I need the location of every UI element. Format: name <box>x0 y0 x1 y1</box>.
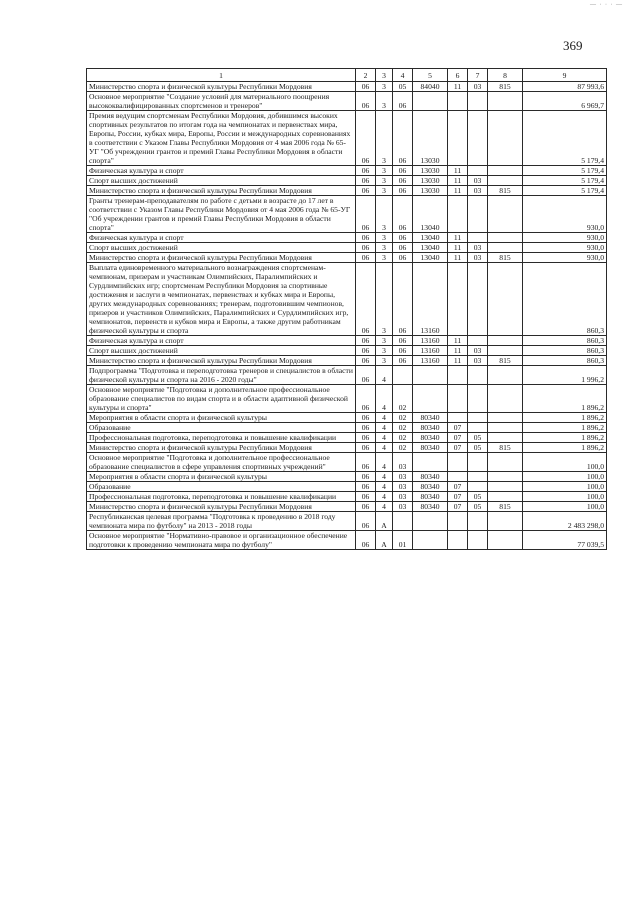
row-name-cell: Спорт высших достижений <box>87 176 356 186</box>
cell-col5: 13160 <box>413 346 448 356</box>
cell-col8: 815 <box>488 82 523 92</box>
cell-col4: 06 <box>393 92 413 111</box>
cell-col6: 11 <box>448 166 468 176</box>
cell-col3: 3 <box>376 243 393 253</box>
table-row <box>87 443 607 453</box>
cell-col6: 07 <box>448 433 468 443</box>
cell-col4: 02 <box>393 385 413 413</box>
cell-col8 <box>488 243 523 253</box>
cell-col6 <box>448 196 468 233</box>
cell-col4: 02 <box>393 413 413 423</box>
cell-col2: 06 <box>356 385 376 413</box>
cell-col3: 3 <box>376 346 393 356</box>
cell-col3: 3 <box>376 356 393 366</box>
cell-col6 <box>448 366 468 385</box>
table-row <box>87 92 607 111</box>
cell-col6 <box>448 512 468 531</box>
cell-col2: 06 <box>356 492 376 502</box>
cell-col8: 815 <box>488 356 523 366</box>
amount-cell: 930,0 <box>523 253 607 263</box>
cell-col6 <box>448 413 468 423</box>
cell-col3: 3 <box>376 176 393 186</box>
cell-col4: 06 <box>393 186 413 196</box>
row-name-cell: Физическая культура и спорт <box>87 336 356 346</box>
cell-col2: 06 <box>356 196 376 233</box>
cell-col4: 06 <box>393 336 413 346</box>
cell-col5: 13040 <box>413 233 448 243</box>
cell-col4: 03 <box>393 492 413 502</box>
cell-col3: 4 <box>376 472 393 482</box>
table-row <box>87 502 607 512</box>
cell-col6: 07 <box>448 492 468 502</box>
amount-cell: 1 896,2 <box>523 413 607 423</box>
cell-col5: 13040 <box>413 253 448 263</box>
cell-col7 <box>468 385 488 413</box>
cell-col8 <box>488 433 523 443</box>
column-header: 2 <box>356 69 376 82</box>
cell-col7: 05 <box>468 492 488 502</box>
table-row <box>87 111 607 166</box>
cell-col2: 06 <box>356 243 376 253</box>
cell-col4: 06 <box>393 176 413 186</box>
table-row <box>87 366 607 385</box>
cell-col8 <box>488 531 523 550</box>
cell-col3: 3 <box>376 336 393 346</box>
cell-col2: 06 <box>356 413 376 423</box>
cell-col5: 13030 <box>413 186 448 196</box>
cell-col5 <box>413 385 448 413</box>
cell-col7 <box>468 166 488 176</box>
row-name-cell: Основное мероприятие "Нормативно-правовое и организационное обеспечение подготовки к проведению чемпионата мира по футболу" <box>87 531 356 550</box>
cell-col4: 02 <box>393 443 413 453</box>
amount-cell: 87 993,6 <box>523 82 607 92</box>
column-header: 4 <box>393 69 413 82</box>
cell-col4: 01 <box>393 531 413 550</box>
row-name-cell: Республиканская целевая программа "Подготовка к проведению в 2018 году чемпионата мира по футболу" на 2013 - 2018 годы <box>87 512 356 531</box>
cell-col3: А <box>376 512 393 531</box>
cell-col8: 815 <box>488 253 523 263</box>
cell-col4: 06 <box>393 233 413 243</box>
row-name-cell: Министерство спорта и физической культуры Республики Мордовия <box>87 82 356 92</box>
cell-col5: 80340 <box>413 423 448 433</box>
cell-col8 <box>488 453 523 472</box>
amount-cell: 100,0 <box>523 472 607 482</box>
row-name-cell: Выплата единовременного материального вознаграждения спортсменам-чемпионам, призерам и участникам Олимпийских, Паралимпийских и Сурдлимпийских игр; спортсменам Республики Мордовия за спортивные достижения и заслуги в чемпионатах, первенствах и кубках мира и Европы, других международных соревнованиях; тренерам, подготовившим чемпионов, призеров и участников Олимпийских, Паралимпийских и Сурдлимпийских игр, чемпионатов, первенств и кубков мира и Европы, а также другим работникам физической культуры и спорта <box>87 263 356 336</box>
cell-col7 <box>468 472 488 482</box>
table-row <box>87 263 607 336</box>
amount-cell: 930,0 <box>523 233 607 243</box>
table-row <box>87 413 607 423</box>
cell-col8 <box>488 166 523 176</box>
table-row <box>87 356 607 366</box>
cell-col8 <box>488 346 523 356</box>
cell-col4: 02 <box>393 423 413 433</box>
cell-col2: 06 <box>356 366 376 385</box>
amount-cell: 5 179,4 <box>523 166 607 176</box>
table-row <box>87 243 607 253</box>
cell-col5: 80340 <box>413 433 448 443</box>
row-name-cell: Основное мероприятие "Подготовка и дополнительное профессиональное образование специалистов в сфере управления спортивных учреждений" <box>87 453 356 472</box>
cell-col8 <box>488 263 523 336</box>
cell-col5 <box>413 453 448 472</box>
cell-col3: 3 <box>376 196 393 233</box>
cell-col8 <box>488 176 523 186</box>
cell-col8 <box>488 512 523 531</box>
cell-col7 <box>468 196 488 233</box>
amount-cell: 1 896,2 <box>523 433 607 443</box>
cell-col3: 3 <box>376 82 393 92</box>
table-row <box>87 453 607 472</box>
amount-cell: 860,3 <box>523 336 607 346</box>
column-header: 8 <box>488 69 523 82</box>
cell-col7: 03 <box>468 176 488 186</box>
cell-col7 <box>468 413 488 423</box>
cell-col5: 80340 <box>413 472 448 482</box>
row-name-cell: Образование <box>87 482 356 492</box>
cell-col4: 06 <box>393 253 413 263</box>
cell-col6: 11 <box>448 186 468 196</box>
cell-col2: 06 <box>356 531 376 550</box>
cell-col6: 11 <box>448 336 468 346</box>
amount-cell: 1 896,2 <box>523 443 607 453</box>
cell-col4 <box>393 366 413 385</box>
row-name-cell: Профессиональная подготовка, переподготовка и повышение квалификации <box>87 492 356 502</box>
cell-col6: 07 <box>448 443 468 453</box>
cell-col5: 80340 <box>413 492 448 502</box>
cell-col5: 13160 <box>413 356 448 366</box>
row-name-cell: Министерство спорта и физической культуры Республики Мордовия <box>87 356 356 366</box>
cell-col5: 13030 <box>413 111 448 166</box>
column-header: 9 <box>523 69 607 82</box>
cell-col7 <box>468 482 488 492</box>
cell-col3: 3 <box>376 166 393 176</box>
cell-col3: 4 <box>376 482 393 492</box>
amount-cell: 100,0 <box>523 502 607 512</box>
cell-col7 <box>468 366 488 385</box>
cell-col4: 06 <box>393 263 413 336</box>
amount-cell: 5 179,4 <box>523 186 607 196</box>
cell-col7 <box>468 423 488 433</box>
cell-col7: 03 <box>468 243 488 253</box>
cell-col4: 06 <box>393 166 413 176</box>
table-row <box>87 472 607 482</box>
row-name-cell: Основное мероприятие "Создание условий для материального поощрения высококвалифицированных спортсменов и тренеров" <box>87 92 356 111</box>
cell-col2: 06 <box>356 443 376 453</box>
column-header: 5 <box>413 69 448 82</box>
table-row <box>87 423 607 433</box>
cell-col6 <box>448 385 468 413</box>
row-name-cell: Подпрограмма "Подготовка и переподготовка тренеров и специалистов в области физической культуры и спорта на 2016 - 2020 годы" <box>87 366 356 385</box>
cell-col7: 05 <box>468 443 488 453</box>
cell-col7 <box>468 111 488 166</box>
row-name-cell: Профессиональная подготовка, переподготовка и повышение квалификации <box>87 433 356 443</box>
cell-col4: 06 <box>393 346 413 356</box>
row-name-cell: Спорт высших достижений <box>87 243 356 253</box>
cell-col8 <box>488 385 523 413</box>
table-row <box>87 196 607 233</box>
table-row <box>87 385 607 413</box>
cell-col3: 4 <box>376 366 393 385</box>
table-row <box>87 531 607 550</box>
cell-col8 <box>488 423 523 433</box>
cell-col8 <box>488 233 523 243</box>
table-row <box>87 233 607 243</box>
cell-col8: 815 <box>488 443 523 453</box>
cell-col5: 80340 <box>413 482 448 492</box>
amount-cell: 5 179,4 <box>523 111 607 166</box>
cell-col2: 06 <box>356 433 376 443</box>
cell-col6 <box>448 111 468 166</box>
cell-col4: 06 <box>393 243 413 253</box>
cell-col7: 05 <box>468 502 488 512</box>
cell-col8: 815 <box>488 502 523 512</box>
cell-col3: 3 <box>376 253 393 263</box>
cell-col6 <box>448 263 468 336</box>
column-header: 6 <box>448 69 468 82</box>
cell-col4: 06 <box>393 111 413 166</box>
cell-col7 <box>468 531 488 550</box>
cell-col7 <box>468 512 488 531</box>
table-row <box>87 482 607 492</box>
cell-col6 <box>448 453 468 472</box>
cell-col7 <box>468 92 488 111</box>
table-body <box>87 82 607 550</box>
cell-col5: 80340 <box>413 413 448 423</box>
table-row <box>87 176 607 186</box>
column-header: 7 <box>468 69 488 82</box>
cell-col2: 06 <box>356 502 376 512</box>
cell-col8: 815 <box>488 186 523 196</box>
cell-col2: 06 <box>356 336 376 346</box>
amount-cell: 100,0 <box>523 482 607 492</box>
cell-col2: 06 <box>356 512 376 531</box>
cell-col2: 06 <box>356 346 376 356</box>
cell-col4: 03 <box>393 482 413 492</box>
cell-col7 <box>468 263 488 336</box>
cell-col4: 03 <box>393 472 413 482</box>
cell-col6: 11 <box>448 346 468 356</box>
cell-col5: 13030 <box>413 166 448 176</box>
cell-col6: 07 <box>448 502 468 512</box>
cell-col5: 80340 <box>413 443 448 453</box>
cell-col4: 03 <box>393 453 413 472</box>
table-row <box>87 336 607 346</box>
cell-col7: 05 <box>468 433 488 443</box>
row-name-cell: Министерство спорта и физической культуры Республики Мордовия <box>87 186 356 196</box>
row-name-cell: Министерство спорта и физической культуры Республики Мордовия <box>87 253 356 263</box>
amount-cell: 930,0 <box>523 196 607 233</box>
table-row <box>87 253 607 263</box>
cell-col3: 4 <box>376 492 393 502</box>
cell-col5: 13160 <box>413 263 448 336</box>
cell-col2: 06 <box>356 482 376 492</box>
cell-col6: 11 <box>448 233 468 243</box>
cell-col7 <box>468 336 488 346</box>
cell-col6: 11 <box>448 176 468 186</box>
cell-col8 <box>488 336 523 346</box>
amount-cell: 860,3 <box>523 356 607 366</box>
table-row <box>87 433 607 443</box>
table-row <box>87 186 607 196</box>
cell-col3: 3 <box>376 263 393 336</box>
table-row <box>87 346 607 356</box>
row-name-cell: Мероприятия в области спорта и физической культуры <box>87 472 356 482</box>
row-name-cell: Гранты тренерам-преподавателям по работе с детьми в возрасте до 17 лет в соответствии с Указом Главы Республики Мордовия от 4 мая 2006 года № 65-УГ "Об учреждении грантов и премий Главы Республики Мордовия в области спорта" <box>87 196 356 233</box>
cell-col7: 03 <box>468 253 488 263</box>
cell-col5 <box>413 512 448 531</box>
cell-col3: 4 <box>376 385 393 413</box>
cell-col3: А <box>376 531 393 550</box>
cell-col5 <box>413 92 448 111</box>
cell-col6: 07 <box>448 482 468 492</box>
cell-col7: 03 <box>468 82 488 92</box>
cell-col8 <box>488 92 523 111</box>
cell-col8 <box>488 196 523 233</box>
cell-col8 <box>488 366 523 385</box>
cell-col8 <box>488 472 523 482</box>
cell-col7: 03 <box>468 356 488 366</box>
row-name-cell: Основное мероприятие "Подготовка и дополнительное профессиональное образование специалистов по видам спорта и в области адаптивной физической культуры и спорта" <box>87 385 356 413</box>
cell-col3: 4 <box>376 502 393 512</box>
column-header: 1 <box>87 69 356 82</box>
cell-col6: 11 <box>448 356 468 366</box>
cell-col2: 06 <box>356 253 376 263</box>
amount-cell: 2 483 298,0 <box>523 512 607 531</box>
cell-col3: 4 <box>376 443 393 453</box>
cell-col7 <box>468 233 488 243</box>
amount-cell: 5 179,4 <box>523 176 607 186</box>
cell-col3: 4 <box>376 433 393 443</box>
row-name-cell: Премия ведущим спортсменам Республики Мордовия, добившимся высоких спортивных результатов по итогам года на чемпионатах и первенствах мира, Европы, России, кубках мира, Европы, России и международных соревнованиях в соответствии с Указом Главы Республики Мордовия от 4 мая 2006 года № 65-УГ "Об учреждении грантов и премий Главы Республики Мордовия в области спорта" <box>87 111 356 166</box>
corner-mark: — · · · — <box>590 2 623 8</box>
cell-col8 <box>488 111 523 166</box>
cell-col8 <box>488 492 523 502</box>
row-name-cell: Физическая культура и спорт <box>87 166 356 176</box>
row-name-cell: Министерство спорта и физической культуры Республики Мордовия <box>87 443 356 453</box>
cell-col3: 3 <box>376 233 393 243</box>
cell-col2: 06 <box>356 472 376 482</box>
cell-col2: 06 <box>356 186 376 196</box>
budget-table <box>86 68 607 550</box>
cell-col6: 07 <box>448 423 468 433</box>
cell-col3: 4 <box>376 413 393 423</box>
cell-col6 <box>448 531 468 550</box>
cell-col5: 13160 <box>413 336 448 346</box>
cell-col4 <box>393 512 413 531</box>
cell-col5: 13040 <box>413 243 448 253</box>
cell-col2: 06 <box>356 82 376 92</box>
cell-col2: 06 <box>356 423 376 433</box>
cell-col5: 13040 <box>413 196 448 233</box>
header-row <box>87 69 607 82</box>
amount-cell: 6 969,7 <box>523 92 607 111</box>
cell-col4: 06 <box>393 196 413 233</box>
amount-cell: 100,0 <box>523 492 607 502</box>
row-name-cell: Министерство спорта и физической культуры Республики Мордовия <box>87 502 356 512</box>
amount-cell: 100,0 <box>523 453 607 472</box>
amount-cell: 860,3 <box>523 346 607 356</box>
cell-col6: 11 <box>448 253 468 263</box>
row-name-cell: Образование <box>87 423 356 433</box>
cell-col2: 06 <box>356 233 376 243</box>
column-header: 3 <box>376 69 393 82</box>
amount-cell: 1 996,2 <box>523 366 607 385</box>
cell-col2: 06 <box>356 176 376 186</box>
table-row <box>87 492 607 502</box>
cell-col8 <box>488 482 523 492</box>
cell-col6 <box>448 472 468 482</box>
cell-col5: 84040 <box>413 82 448 92</box>
cell-col2: 06 <box>356 453 376 472</box>
cell-col4: 03 <box>393 502 413 512</box>
cell-col5: 13030 <box>413 176 448 186</box>
cell-col2: 06 <box>356 111 376 166</box>
row-name-cell: Физическая культура и спорт <box>87 233 356 243</box>
amount-cell: 77 039,5 <box>523 531 607 550</box>
cell-col2: 06 <box>356 263 376 336</box>
cell-col5 <box>413 531 448 550</box>
cell-col2: 06 <box>356 356 376 366</box>
cell-col3: 4 <box>376 423 393 433</box>
cell-col3: 4 <box>376 453 393 472</box>
cell-col5 <box>413 366 448 385</box>
table-row <box>87 82 607 92</box>
cell-col3: 3 <box>376 111 393 166</box>
cell-col8 <box>488 413 523 423</box>
cell-col7 <box>468 453 488 472</box>
table-row <box>87 512 607 531</box>
cell-col4: 06 <box>393 356 413 366</box>
cell-col3: 3 <box>376 92 393 111</box>
cell-col6: 11 <box>448 82 468 92</box>
cell-col7: 03 <box>468 346 488 356</box>
cell-col5: 80340 <box>413 502 448 512</box>
amount-cell: 1 896,2 <box>523 385 607 413</box>
cell-col7: 03 <box>468 186 488 196</box>
cell-col3: 3 <box>376 186 393 196</box>
page-number: 369 <box>563 38 583 53</box>
cell-col4: 05 <box>393 82 413 92</box>
table-row <box>87 166 607 176</box>
cell-col6: 11 <box>448 243 468 253</box>
amount-cell: 1 896,2 <box>523 423 607 433</box>
row-name-cell: Мероприятия в области спорта и физической культуры <box>87 413 356 423</box>
cell-col2: 06 <box>356 92 376 111</box>
cell-col6 <box>448 92 468 111</box>
cell-col2: 06 <box>356 166 376 176</box>
cell-col4: 02 <box>393 433 413 443</box>
amount-cell: 860,3 <box>523 263 607 336</box>
row-name-cell: Спорт высших достижений <box>87 346 356 356</box>
amount-cell: 930,0 <box>523 243 607 253</box>
